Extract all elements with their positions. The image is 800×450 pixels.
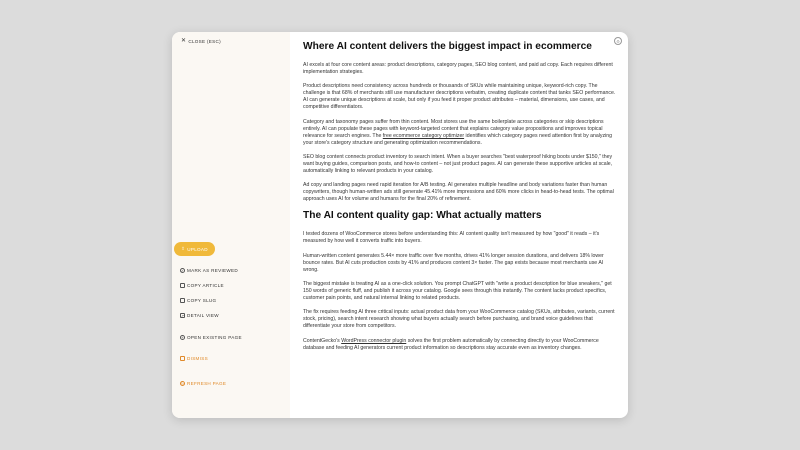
- detail-view-label: DETAIL VIEW: [187, 313, 219, 318]
- paragraph: The fix requires feeding AI three critical inputs: actual product data from your WooCommerce catalog (SKUs, attributes, variants, current stock, pricing), search intent research showing what buyers actually search before purchasing, and brand voice guidelines that differentiate your store from competitors.: [303, 309, 615, 330]
- refresh-icon: ↻: [181, 382, 185, 386]
- paragraph-text: ContentGecko's: [303, 337, 342, 344]
- external-link-icon: ↗: [181, 314, 185, 318]
- paragraph: The biggest mistake is treating AI as a one-click solution. You prompt ChatGPT with "write a product description for blue sneakers," get 150 words of generic fluff, and publish it across your catalog. Google sees through this instantly. The content lacks product specifics, customer pain points, and natural internal linking to related products.: [303, 281, 612, 302]
- copy-slug-label: COPY SLUG: [187, 298, 217, 303]
- upload-label: UPLOAD: [187, 246, 208, 252]
- paragraph: AI excels at four core content areas: product descriptions, category pages, SEO blog content, and paid ad copy. Each requires different implementation strategies.: [303, 62, 613, 75]
- paragraph: Human-written content generates 5.44× more traffic over five months, drives 41% longer session durations, and delivers 18% lower bounce rates. But AI cuts production costs by 41% and produces content 3× faster. The gap exists because most merchants use AI wrong.: [303, 252, 604, 273]
- paragraph-text: solves the first problem automatically by connecting directly to your WooCommerce database and feeding AI generators current product information so descriptions stay accurate even as inventory changes.: [303, 337, 599, 351]
- mark-as-reviewed-button[interactable]: [180, 268, 238, 273]
- wordpress-connector-link[interactable]: WordPress connector plugin: [341, 337, 407, 344]
- close-icon: ✕: [181, 38, 187, 44]
- paragraph: [303, 119, 619, 147]
- close-label: CLOSE (ESC): [188, 38, 221, 44]
- article-modal: [172, 32, 628, 418]
- refresh-page-button[interactable]: [180, 381, 226, 386]
- paragraph: I tested dozens of WooCommerce stores before understanding this: AI content quality isn't measured by how "good" it reads – it's measured by how well it converts traffic into buyers.: [303, 231, 600, 245]
- article-heading-2: The AI content quality gap: What actually matters: [303, 210, 542, 222]
- dismiss-label: DISMISS: [187, 356, 208, 361]
- upload-icon: ⇪: [181, 246, 186, 251]
- copy-article-label: COPY ARTICLE: [187, 283, 224, 288]
- paragraph: Ad copy and landing pages need rapid iteration for A/B testing. AI generates multiple headline and body variations faster than human copywriters, though human-written ads still generate 45.41% more impressions and 60% more clicks in head-to-head tests. The optimal approach uses AI for volume and humans for the final 20% of refinement.: [303, 182, 614, 203]
- paragraph-text: identifies which category pages need attention first by analyzing your store's category structure and generating optimization recommendations.: [303, 132, 613, 146]
- copy-icon: [180, 298, 185, 303]
- globe-icon: +: [181, 336, 184, 340]
- paragraph: [303, 338, 619, 352]
- settings-icon[interactable]: ⚙: [614, 37, 622, 45]
- mark-as-reviewed-label: MARK AS REVIEWED: [187, 268, 239, 273]
- article-heading-1: Where AI content delivers the biggest impact in ecommerce: [303, 41, 592, 52]
- check-circle-icon: ✓: [181, 269, 185, 273]
- copy-article-button[interactable]: [180, 283, 224, 288]
- close-button[interactable]: [181, 38, 221, 44]
- paragraph: Product descriptions need consistency across hundreds or thousands of SKUs while maintaining unique, keyword-rich copy. The challenge is that 68% of merchants still use manufacturer descriptions verbatim, creating duplicate content that tanks SEO performance. AI can generate unique descriptions at scale, but only if you feed it proper product attributes – material, dimensions, use cases, and competitive differentiators.: [303, 83, 616, 111]
- paragraph: SEO blog content connects product inventory to search intent. When a buyer searches "best waterproof hiking boots under $150," they want buying guides, comparison posts, and how-to content – not just product pages. AI can generate these supportive articles at scale, automatically linking to relevant products in your catalog.: [303, 153, 613, 174]
- category-optimizer-link[interactable]: free ecommerce category optimizer: [382, 132, 465, 139]
- trash-icon: [180, 356, 185, 361]
- copy-slug-button[interactable]: [180, 298, 216, 303]
- upload-button[interactable]: [174, 242, 215, 256]
- detail-view-button[interactable]: [180, 313, 219, 318]
- paragraph-text: Category and taxonomy pages suffer from thin content. Most stores use the same boilerplate across categories or skip descriptions entirely. AI can populate these pages with keyword-targeted content that explains category value propositions and improves topical relevance for search engines. The: [303, 118, 604, 139]
- dismiss-button[interactable]: [180, 356, 208, 361]
- article-content: [303, 38, 619, 359]
- open-existing-page-label: OPEN EXISTING PAGE: [187, 335, 242, 340]
- copy-icon: [180, 283, 185, 288]
- sidebar: [172, 32, 290, 418]
- open-existing-page-button[interactable]: [180, 335, 242, 340]
- refresh-page-label: REFRESH PAGE: [187, 381, 227, 386]
